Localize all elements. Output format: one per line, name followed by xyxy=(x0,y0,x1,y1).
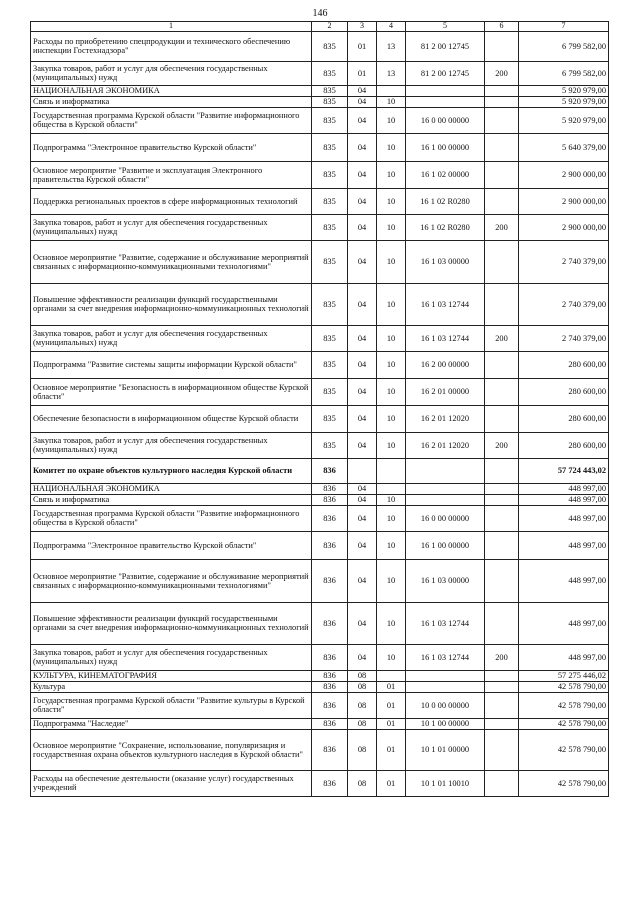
expense-type-cell xyxy=(485,505,519,531)
subsection-code-cell: 10 xyxy=(377,351,406,378)
target-article-cell: 16 2 01 00000 xyxy=(406,378,485,405)
target-article-cell xyxy=(406,458,485,483)
amount-cell: 42 578 790,00 xyxy=(519,681,609,692)
section-code-cell: 08 xyxy=(348,670,377,681)
subsection-code-cell: 10 xyxy=(377,325,406,351)
row-name-cell: Комитет по охране объектов культурного наследия Курской области xyxy=(31,458,312,483)
subsection-code-cell: 13 xyxy=(377,31,406,61)
section-code-cell: 04 xyxy=(348,531,377,559)
table-row xyxy=(31,559,609,602)
row-name-cell: Подпрограмма "Наследие" xyxy=(31,718,312,729)
ministry-code-cell: 835 xyxy=(312,351,348,378)
amount-cell: 448 997,00 xyxy=(519,505,609,531)
row-name-cell: Подпрограмма "Электронное правительство Курской области" xyxy=(31,531,312,559)
ministry-code-cell: 835 xyxy=(312,214,348,240)
row-name-cell: Основное мероприятие "Развитие, содержание и обслуживание мероприятий связанных с информационно-коммуникационными технологиями" xyxy=(31,240,312,283)
row-name-cell: Культура xyxy=(31,681,312,692)
column-header: 3 xyxy=(348,22,377,32)
subsection-code-cell: 10 xyxy=(377,214,406,240)
subsection-code-cell: 10 xyxy=(377,188,406,214)
section-code-cell: 08 xyxy=(348,729,377,770)
target-article-cell: 10 1 01 00000 xyxy=(406,729,485,770)
expense-type-cell: 200 xyxy=(485,325,519,351)
target-article-cell: 10 0 00 00000 xyxy=(406,692,485,718)
section-code-cell: 04 xyxy=(348,133,377,161)
expense-type-cell xyxy=(485,161,519,188)
row-name-cell: Закупка товаров, работ и услуг для обеспечения государственных (муниципальных) нужд xyxy=(31,644,312,670)
target-article-cell: 16 1 02 R0280 xyxy=(406,188,485,214)
expense-type-cell xyxy=(485,405,519,432)
amount-cell: 280 600,00 xyxy=(519,432,609,458)
target-article-cell: 16 1 03 12744 xyxy=(406,644,485,670)
ministry-code-cell: 835 xyxy=(312,61,348,85)
row-name-cell: Подпрограмма "Развитие системы защиты информации Курской области" xyxy=(31,351,312,378)
row-name-cell: Государственная программа Курской области "Развитие информационного общества в Курской области" xyxy=(31,505,312,531)
table-row xyxy=(31,531,609,559)
expense-type-cell xyxy=(485,31,519,61)
table-row xyxy=(31,494,609,505)
table-row xyxy=(31,770,609,796)
section-code-cell: 04 xyxy=(348,494,377,505)
subsection-code-cell: 10 xyxy=(377,107,406,133)
section-code-cell: 01 xyxy=(348,61,377,85)
target-article-cell: 16 1 02 00000 xyxy=(406,161,485,188)
table-row xyxy=(31,283,609,325)
expense-type-cell xyxy=(485,458,519,483)
ministry-code-cell: 836 xyxy=(312,494,348,505)
subsection-code-cell xyxy=(377,670,406,681)
ministry-code-cell: 836 xyxy=(312,602,348,644)
amount-cell: 5 920 979,00 xyxy=(519,107,609,133)
ministry-code-cell: 835 xyxy=(312,85,348,96)
subsection-code-cell: 10 xyxy=(377,559,406,602)
section-code-cell: 04 xyxy=(348,96,377,107)
column-header: 1 xyxy=(31,22,312,32)
column-header: 2 xyxy=(312,22,348,32)
target-article-cell xyxy=(406,483,485,494)
table-row xyxy=(31,161,609,188)
expense-type-cell: 200 xyxy=(485,644,519,670)
expense-type-cell: 200 xyxy=(485,214,519,240)
amount-cell: 42 578 790,00 xyxy=(519,692,609,718)
ministry-code-cell: 836 xyxy=(312,729,348,770)
row-name-cell: НАЦИОНАЛЬНАЯ ЭКОНОМИКА xyxy=(31,483,312,494)
target-article-cell: 16 1 03 12744 xyxy=(406,283,485,325)
amount-cell: 2 740 379,00 xyxy=(519,283,609,325)
expense-type-cell xyxy=(485,681,519,692)
target-article-cell: 16 1 03 00000 xyxy=(406,240,485,283)
section-code-cell: 04 xyxy=(348,214,377,240)
table-row xyxy=(31,405,609,432)
target-article-cell: 81 2 00 12745 xyxy=(406,61,485,85)
row-name-cell: Расходы на обеспечение деятельности (оказание услуг) государственных учреждений xyxy=(31,770,312,796)
row-name-cell: Государственная программа Курской области "Развитие информационного общества в Курской области" xyxy=(31,107,312,133)
ministry-code-cell: 836 xyxy=(312,458,348,483)
row-name-cell: Основное мероприятие "Безопасность в информационном обществе Курской области" xyxy=(31,378,312,405)
row-name-cell: Основное мероприятие "Развитие и эксплуатация Электронного правительства Курской области" xyxy=(31,161,312,188)
table-row xyxy=(31,188,609,214)
table-row xyxy=(31,505,609,531)
target-article-cell: 16 1 03 12744 xyxy=(406,602,485,644)
expense-type-cell xyxy=(485,531,519,559)
expense-type-cell xyxy=(485,718,519,729)
row-name-cell: НАЦИОНАЛЬНАЯ ЭКОНОМИКА xyxy=(31,85,312,96)
header-row xyxy=(31,22,609,32)
amount-cell: 280 600,00 xyxy=(519,405,609,432)
ministry-code-cell: 836 xyxy=(312,670,348,681)
table-row xyxy=(31,602,609,644)
table-row xyxy=(31,670,609,681)
expense-type-cell xyxy=(485,378,519,405)
ministry-code-cell: 836 xyxy=(312,644,348,670)
ministry-code-cell: 835 xyxy=(312,161,348,188)
amount-cell: 2 900 000,00 xyxy=(519,161,609,188)
amount-cell: 280 600,00 xyxy=(519,351,609,378)
table-body xyxy=(31,31,609,796)
expense-type-cell: 200 xyxy=(485,432,519,458)
subsection-code-cell: 10 xyxy=(377,161,406,188)
expense-type-cell xyxy=(485,494,519,505)
expense-type-cell xyxy=(485,107,519,133)
row-name-cell: Повышение эффективности реализации функций государственными органами за счет внедрения информационно-коммуникационных технологий xyxy=(31,283,312,325)
ministry-code-cell: 836 xyxy=(312,483,348,494)
amount-cell: 448 997,00 xyxy=(519,531,609,559)
section-code-cell: 04 xyxy=(348,85,377,96)
subsection-code-cell: 10 xyxy=(377,531,406,559)
subsection-code-cell: 01 xyxy=(377,729,406,770)
page-number: 146 xyxy=(312,8,328,19)
subsection-code-cell: 10 xyxy=(377,283,406,325)
section-code-cell: 04 xyxy=(348,405,377,432)
ministry-code-cell: 836 xyxy=(312,718,348,729)
expense-type-cell xyxy=(485,96,519,107)
target-article-cell: 16 2 01 12020 xyxy=(406,432,485,458)
subsection-code-cell: 10 xyxy=(377,494,406,505)
subsection-code-cell xyxy=(377,458,406,483)
subsection-code-cell: 13 xyxy=(377,61,406,85)
table-row xyxy=(31,718,609,729)
row-name-cell: Закупка товаров, работ и услуг для обеспечения государственных (муниципальных) нужд xyxy=(31,325,312,351)
ministry-code-cell: 835 xyxy=(312,405,348,432)
subsection-code-cell: 01 xyxy=(377,718,406,729)
amount-cell: 42 578 790,00 xyxy=(519,718,609,729)
subsection-code-cell: 01 xyxy=(377,692,406,718)
ministry-code-cell: 835 xyxy=(312,432,348,458)
row-name-cell: Повышение эффективности реализации функций государственными органами за счет внедрения информационно-коммуникационных технологий xyxy=(31,602,312,644)
target-article-cell xyxy=(406,96,485,107)
amount-cell: 42 578 790,00 xyxy=(519,770,609,796)
amount-cell: 6 799 582,00 xyxy=(519,31,609,61)
subsection-code-cell: 10 xyxy=(377,432,406,458)
table-row xyxy=(31,729,609,770)
row-name-cell: Связь и информатика xyxy=(31,494,312,505)
subsection-code-cell: 01 xyxy=(377,770,406,796)
column-header: 4 xyxy=(377,22,406,32)
column-header: 6 xyxy=(485,22,519,32)
section-code-cell: 04 xyxy=(348,283,377,325)
table-row xyxy=(31,133,609,161)
subsection-code-cell xyxy=(377,483,406,494)
table-row xyxy=(31,692,609,718)
table-row xyxy=(31,432,609,458)
subsection-code-cell: 10 xyxy=(377,602,406,644)
amount-cell: 448 997,00 xyxy=(519,483,609,494)
target-article-cell xyxy=(406,681,485,692)
row-name-cell: КУЛЬТУРА, КИНЕМАТОГРАФИЯ xyxy=(31,670,312,681)
table-row xyxy=(31,240,609,283)
column-header: 5 xyxy=(406,22,485,32)
amount-cell: 57 724 443,02 xyxy=(519,458,609,483)
section-code-cell: 04 xyxy=(348,644,377,670)
section-code-cell: 04 xyxy=(348,483,377,494)
ministry-code-cell: 835 xyxy=(312,133,348,161)
section-code-cell: 01 xyxy=(348,31,377,61)
table-row xyxy=(31,31,609,61)
amount-cell: 448 997,00 xyxy=(519,644,609,670)
target-article-cell: 16 1 02 R0280 xyxy=(406,214,485,240)
section-code-cell: 04 xyxy=(348,240,377,283)
expense-type-cell xyxy=(485,240,519,283)
ministry-code-cell: 835 xyxy=(312,283,348,325)
ministry-code-cell: 836 xyxy=(312,505,348,531)
target-article-cell: 16 2 01 12020 xyxy=(406,405,485,432)
subsection-code-cell: 10 xyxy=(377,505,406,531)
expense-type-cell xyxy=(485,351,519,378)
amount-cell: 2 900 000,00 xyxy=(519,188,609,214)
column-header: 7 xyxy=(519,22,609,32)
expense-type-cell: 200 xyxy=(485,61,519,85)
amount-cell: 448 997,00 xyxy=(519,494,609,505)
ministry-code-cell: 835 xyxy=(312,378,348,405)
section-code-cell: 08 xyxy=(348,692,377,718)
budget-table xyxy=(30,21,609,797)
amount-cell: 2 740 379,00 xyxy=(519,325,609,351)
amount-cell: 2 740 379,00 xyxy=(519,240,609,283)
target-article-cell: 16 0 00 00000 xyxy=(406,505,485,531)
target-article-cell xyxy=(406,670,485,681)
subsection-code-cell xyxy=(377,85,406,96)
subsection-code-cell: 10 xyxy=(377,96,406,107)
table-row xyxy=(31,483,609,494)
amount-cell: 448 997,00 xyxy=(519,602,609,644)
row-name-cell: Основное мероприятие "Сохранение, использование, популяризация и государственная охрана объектов культурного наследия в Курской области" xyxy=(31,729,312,770)
table-row xyxy=(31,214,609,240)
ministry-code-cell: 836 xyxy=(312,770,348,796)
row-name-cell: Расходы по приобретению спецпродукции и технического обеспечению инспекции Гостехнадзора" xyxy=(31,31,312,61)
expense-type-cell xyxy=(485,559,519,602)
amount-cell: 57 275 446,02 xyxy=(519,670,609,681)
table-row xyxy=(31,96,609,107)
section-code-cell: 04 xyxy=(348,161,377,188)
section-code-cell: 04 xyxy=(348,602,377,644)
row-name-cell: Обеспечение безопасности в информационном обществе Курской области xyxy=(31,405,312,432)
table-row xyxy=(31,378,609,405)
section-code-cell: 04 xyxy=(348,559,377,602)
table-row xyxy=(31,681,609,692)
section-code-cell: 08 xyxy=(348,770,377,796)
table-row xyxy=(31,107,609,133)
ministry-code-cell: 836 xyxy=(312,692,348,718)
target-article-cell xyxy=(406,85,485,96)
section-code-cell: 04 xyxy=(348,378,377,405)
row-name-cell: Поддержка региональных проектов в сфере информационных технологий xyxy=(31,188,312,214)
expense-type-cell xyxy=(485,770,519,796)
ministry-code-cell: 836 xyxy=(312,681,348,692)
amount-cell: 6 799 582,00 xyxy=(519,61,609,85)
subsection-code-cell: 10 xyxy=(377,405,406,432)
subsection-code-cell: 10 xyxy=(377,240,406,283)
expense-type-cell xyxy=(485,729,519,770)
amount-cell: 5 920 979,00 xyxy=(519,85,609,96)
section-code-cell xyxy=(348,458,377,483)
row-name-cell: Закупка товаров, работ и услуг для обеспечения государственных (муниципальных) нужд xyxy=(31,214,312,240)
target-article-cell: 10 1 00 00000 xyxy=(406,718,485,729)
ministry-code-cell: 835 xyxy=(312,325,348,351)
expense-type-cell xyxy=(485,483,519,494)
section-code-cell: 04 xyxy=(348,188,377,214)
target-article-cell: 16 1 03 00000 xyxy=(406,559,485,602)
ministry-code-cell: 835 xyxy=(312,31,348,61)
section-code-cell: 04 xyxy=(348,432,377,458)
section-code-cell: 08 xyxy=(348,681,377,692)
row-name-cell: Основное мероприятие "Развитие, содержание и обслуживание мероприятий связанных с информационно-коммуникационными технологиями" xyxy=(31,559,312,602)
amount-cell: 42 578 790,00 xyxy=(519,729,609,770)
target-article-cell: 16 1 00 00000 xyxy=(406,133,485,161)
table-row xyxy=(31,644,609,670)
amount-cell: 448 997,00 xyxy=(519,559,609,602)
table-row xyxy=(31,85,609,96)
subsection-code-cell: 01 xyxy=(377,681,406,692)
subsection-code-cell: 10 xyxy=(377,133,406,161)
ministry-code-cell: 835 xyxy=(312,240,348,283)
section-code-cell: 04 xyxy=(348,351,377,378)
section-code-cell: 08 xyxy=(348,718,377,729)
section-code-cell: 04 xyxy=(348,325,377,351)
table-row xyxy=(31,458,609,483)
section-code-cell: 04 xyxy=(348,505,377,531)
expense-type-cell xyxy=(485,133,519,161)
target-article-cell: 10 1 01 10010 xyxy=(406,770,485,796)
amount-cell: 280 600,00 xyxy=(519,378,609,405)
expense-type-cell xyxy=(485,85,519,96)
target-article-cell: 81 2 00 12745 xyxy=(406,31,485,61)
subsection-code-cell: 10 xyxy=(377,644,406,670)
expense-type-cell xyxy=(485,283,519,325)
section-code-cell: 04 xyxy=(348,107,377,133)
amount-cell: 5 640 379,00 xyxy=(519,133,609,161)
table-row xyxy=(31,61,609,85)
row-name-cell: Закупка товаров, работ и услуг для обеспечения государственных (муниципальных) нужд xyxy=(31,61,312,85)
expense-type-cell xyxy=(485,188,519,214)
amount-cell: 2 900 000,00 xyxy=(519,214,609,240)
ministry-code-cell: 836 xyxy=(312,531,348,559)
ministry-code-cell: 835 xyxy=(312,188,348,214)
target-article-cell: 16 0 00 00000 xyxy=(406,107,485,133)
target-article-cell: 16 2 00 00000 xyxy=(406,351,485,378)
expense-type-cell xyxy=(485,670,519,681)
table-row xyxy=(31,351,609,378)
row-name-cell: Связь и информатика xyxy=(31,96,312,107)
row-name-cell: Подпрограмма "Электронное правительство Курской области" xyxy=(31,133,312,161)
target-article-cell xyxy=(406,494,485,505)
subsection-code-cell: 10 xyxy=(377,378,406,405)
expense-type-cell xyxy=(485,692,519,718)
table-row xyxy=(31,325,609,351)
amount-cell: 5 920 979,00 xyxy=(519,96,609,107)
expense-type-cell xyxy=(485,602,519,644)
ministry-code-cell: 835 xyxy=(312,107,348,133)
row-name-cell: Закупка товаров, работ и услуг для обеспечения государственных (муниципальных) нужд xyxy=(31,432,312,458)
ministry-code-cell: 835 xyxy=(312,96,348,107)
target-article-cell: 16 1 03 12744 xyxy=(406,325,485,351)
ministry-code-cell: 836 xyxy=(312,559,348,602)
target-article-cell: 16 1 00 00000 xyxy=(406,531,485,559)
row-name-cell: Государственная программа Курской области "Развитие культуры в Курской области" xyxy=(31,692,312,718)
